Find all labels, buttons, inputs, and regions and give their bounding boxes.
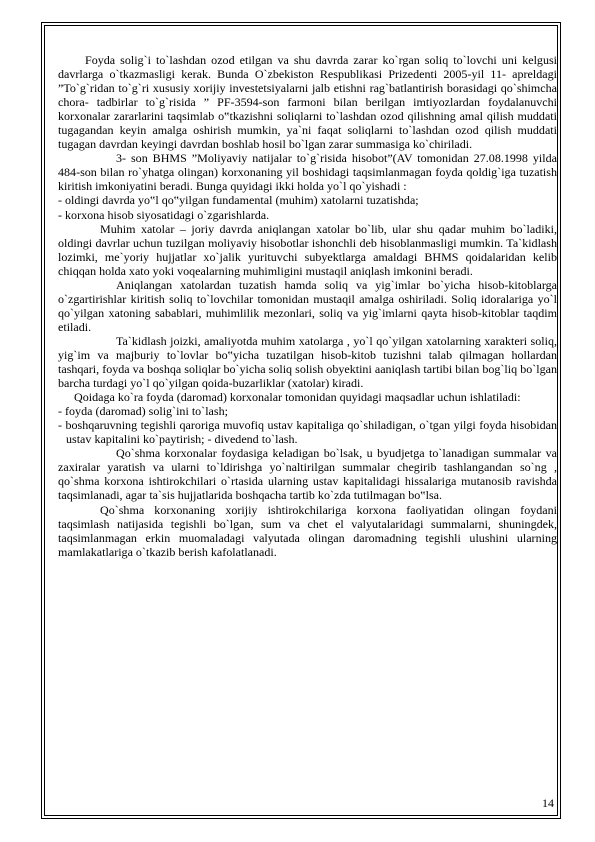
paragraph-bhms-3: 3- son BHMS ”Moliyaviy natijalar to`g`risida hisobot”(AV tomonidan 27.08.1998 yilda 484-son bilan ro`yhatga olingan) korxonaning yil boshidagi taqsimlanmagan foyda qoldig`iga tuzatish kiritish imkoniyatini beradi. Bunga quyidagi ikki holda yo`l qo`yishadi : [58,151,557,194]
list-item-fundamental-errors: - oldingi davrda yo‟l qo‟yilgan fundamental (muhim) xatolarni tuzatishda; [58,193,419,208]
paragraph-tax-exemption-loss: Foyda solig`i to`lashdan ozod etilgan va shu davrda zarar ko`rgan soliq to`lovchi uni kelgusi davrlarga o`tkazmasligi kerak. Bunda O`zbekiston Respublikasi Prizedenti 2005-yil 11- apreldagi ”To`g`ridan to`g`ri xususiy xorijiy investetsiyalarni jalb etishni rag`batlantirish borasidagi qo`shimcha chora- tadbirlar to`g`risida ” PF-3594-son farmoni bilan berilgan imtiyozlardan foydalanuvchi korxonalar zararlarini taqsimlab o‟tkazishni soliqlarni to`lashdan ozod qilishning amal qilish muddati tugagandan keyin amalga oshirish mumkin, ya`ni faqat soliqlarni to`lashdan ozod qilish muddati tugagan davrdan keyingi davrdan boshlab hosil bo`lgan zarar summasiga ko`chiriladi. [58,53,557,152]
paragraph-joint-ventures: Qo`shma korxonalar foydasiga keladigan bo`lsak, u byudjetga to`lanadigan summalar va zaxiralar yaratish va ularni to`ldirishga yo`naltirilgan summalar chegirib tashlangandan so`ng , qo`shma korxona ishtirokchilari o`rtasida ularning ustav kapitalidagi hissalariga mutanosib ravishda taqsimlanadi, agar ta`sis hujjatlarida boshqacha tartib ko`zda tutilmagan bo‟lsa. [58,446,557,503]
list-item-accounting-policy: - korxona hisob siyosatidagi o`zgarishlarda. [58,207,270,222]
paragraph-error-corrections: Aniqlangan xatolardan tuzatish hamda soliq va yig`imlar bo`yicha hisob-kitoblarga o`zgartirishlar kiritish soliq to`lovchilar tomonidan mustaqil amalga oshiriladi. Soliq idoralariga yo`l qo`yilgan xatoning sabablari, muhimlilik mezonlari, soliq va yig`imlarni qayta hisob-kitoblar taqdim etiladi. [58,277,557,334]
document-body [58,53,557,559]
paragraph-material-errors: Muhim xatolar – joriy davrda aniqlangan xatolar bo`lib, ular shu qadar muhim bo`ladiki, oldingi davrlar uchun tuzilgan moliyaviy hisobotlar ishonchli deb hisoblanmasligi mumkin. Ta`kidlash lozimki, me`yoriy hujjatlar xo`jalik yurituvchi subyektlarga amaldagi BHMS qoidalaridan kelib chiqqan holda xato yoki voqealarning muhimligini mustaqil aniqlash imkonini beradi. [58,221,557,278]
paragraph-profit-use: Qoidaga ko`ra foyda (daromad) korxonalar tomonidan quyidagi maqsadlar uchun ishlatiladi: [74,390,521,405]
paragraph-violations: Ta`kidlash joizki, amaliyotda muhim xatolarga , yo`l qo`yilgan xatolarning xarakteri soliq, yig`im va majburiy to`lovlar bo‟yicha tuzatilgan hisob-kitob tuzishni talab qilmagan hollardan tashqari, foyda va boshqa soliqlar bo`yicha soliq solish obyektini aaniqlash tartibi bilan bog`liq bo`lgan barcha turdagi yo`l qo`yilgan qoida-buzarliklar (xatolar) kiradi. [58,333,557,391]
list-item-increase-capital: - boshqaruvning tegishli qaroriga muvofiq ustav kapitaliga qo`shiladigan, o`tgan yilgi foyda hisobidan ustav kapitalini ko`paytirish; - divedend to`lash. [58,418,557,447]
list-item-pay-profit-tax: - foyda (daromad) solig`ini to`lash; [58,404,228,419]
paragraph-foreign-participants: Qo`shma korxonaning xorijiy ishtirokchilariga korxona faoliyatidan olingan foydani taqsimlash natijasida tegishli bo`lgan, sum va chet el valyutalaridagi summalarni, shuningdek, taqsimlanmagan erkin muomaladagi valyutada olingan daromadning tegishli ulushini ularning mamlakatlariga o`tkazib berish kafolatlanadi. [58,502,557,559]
page-number: 14 [542,796,554,810]
